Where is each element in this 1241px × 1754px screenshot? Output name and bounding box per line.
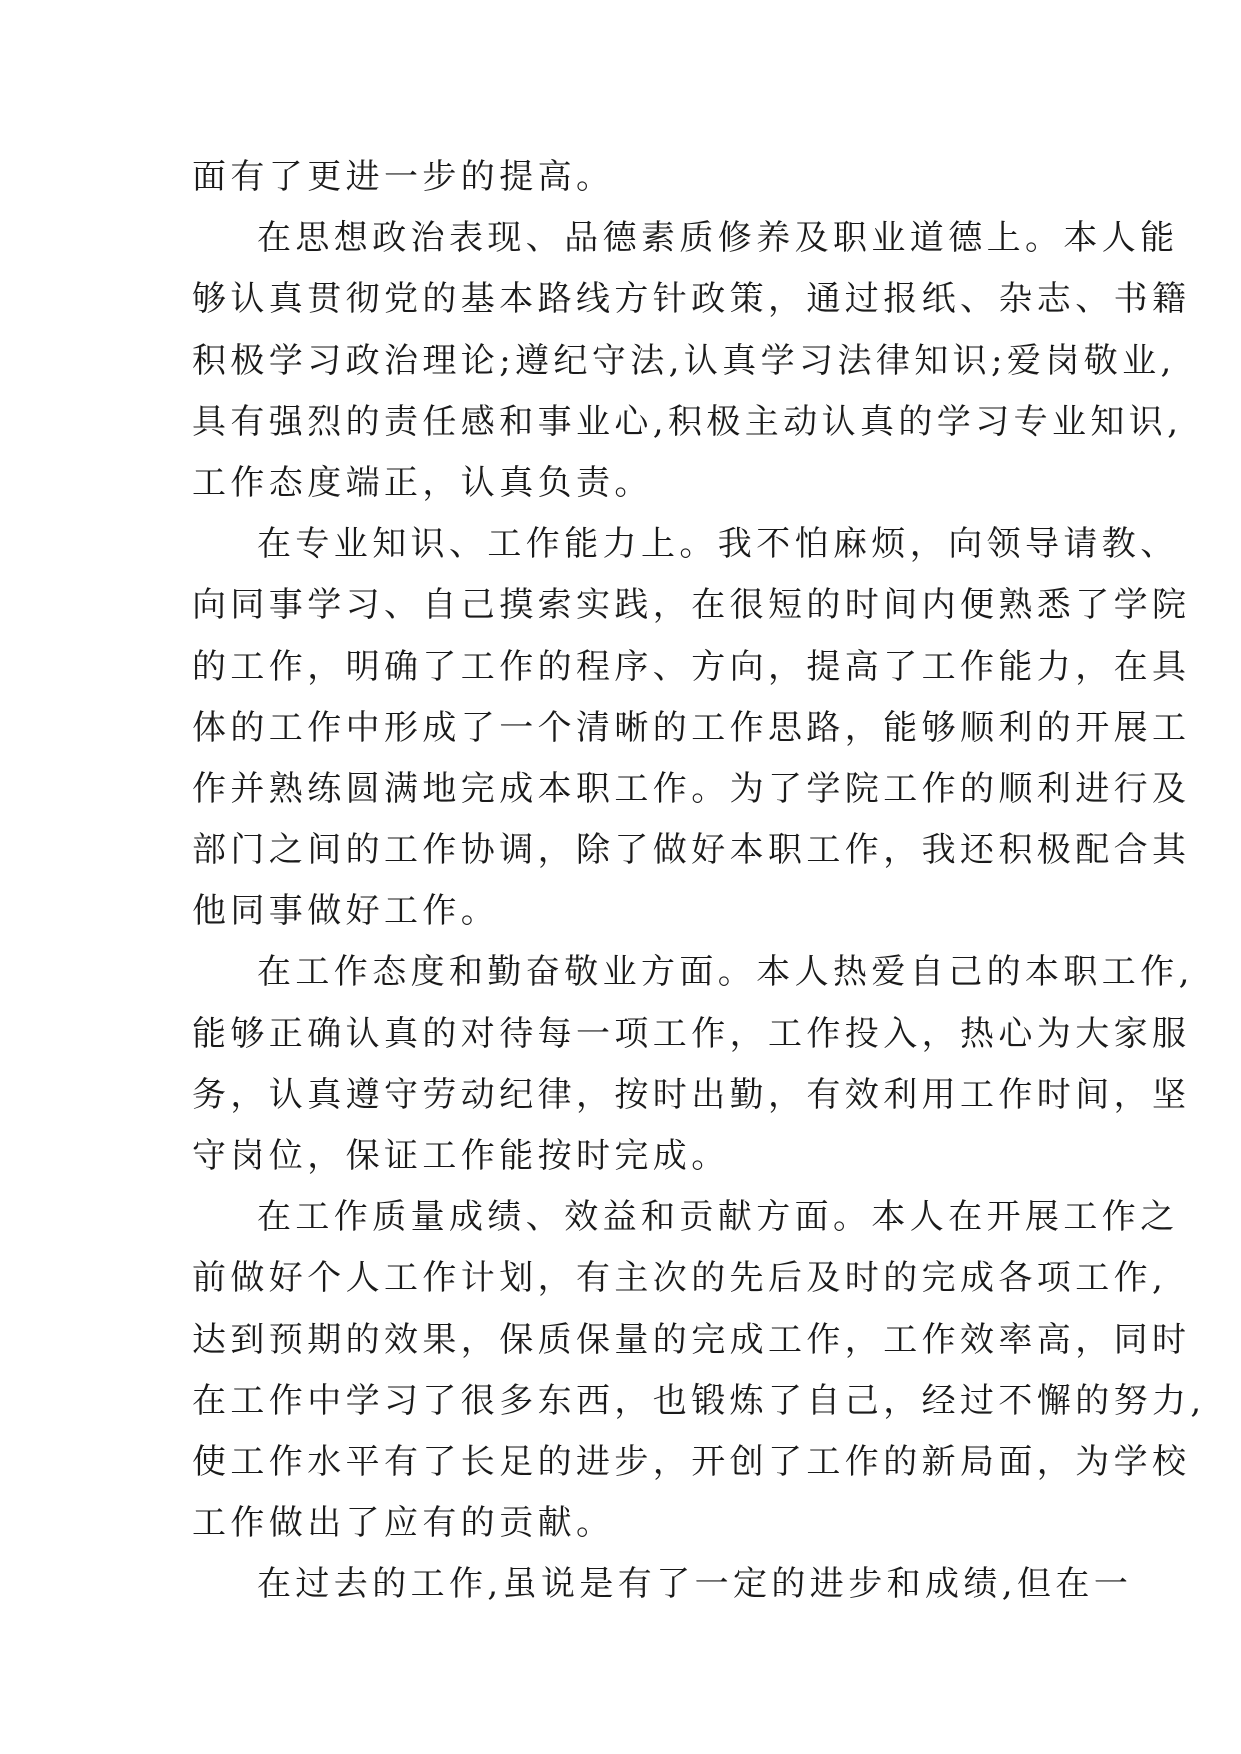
text-line-3: 够认真贯彻党的基本路线方针政策，通过报纸、杂志、书籍 — [192, 279, 1191, 320]
text-line-15: 能够正确认真的对待每一项工作，工作投入，热心为大家服 — [192, 1013, 1191, 1054]
text-line-11: 作并熟练圆满地完成本职工作。为了学院工作的顺利进行及 — [192, 768, 1191, 809]
text-line-20: 达到预期的效果，保质保量的完成工作，工作效率高，同时 — [192, 1319, 1191, 1360]
text-line-6: 工作态度端正，认真负责。 — [192, 462, 653, 503]
text-line-10: 体的工作中形成了一个清晰的工作思路，能够顺利的开展工 — [192, 707, 1191, 748]
text-line-7: 在专业知识、工作能力上。我不怕麻烦，向领导请教、 — [257, 524, 1179, 565]
text-line-23: 工作做出了应有的贡献。 — [192, 1503, 615, 1544]
text-line-16: 务，认真遵守劳动纪律，按时出勤，有效利用工作时间，坚 — [192, 1074, 1191, 1115]
text-line-4: 积极学习政治理论;遵纪守法,认真学习法律知识;爱岗敬业, — [192, 340, 1176, 381]
text-line-21: 在工作中学习了很多东西，也锻炼了自己，经过不懈的努力, — [192, 1380, 1206, 1421]
text-line-9: 的工作，明确了工作的程序、方向，提高了工作能力，在具 — [192, 646, 1191, 687]
text-line-13: 他同事做好工作。 — [192, 891, 500, 932]
text-line-2: 在思想政治表现、品德素质修养及职业道德上。本人能 — [257, 218, 1179, 259]
text-line-8: 向同事学习、自己摸索实践，在很短的时间内便熟悉了学院 — [192, 585, 1191, 626]
body-text — [192, 147, 1206, 1616]
text-line-5: 具有强烈的责任感和事业心,积极主动认真的学习专业知识, — [192, 401, 1183, 442]
text-line-1: 面有了更进一步的提高。 — [192, 157, 615, 197]
text-line-17: 守岗位，保证工作能按时完成。 — [192, 1136, 730, 1176]
text-line-24: 在过去的工作,虽说是有了一定的进步和成绩,但在一 — [257, 1564, 1133, 1605]
text-line-22: 使工作水平有了长足的进步，开创了工作的新局面，为学校 — [192, 1441, 1191, 1482]
text-line-19: 前做好个人工作计划，有主次的先后及时的完成各项工作, — [192, 1258, 1168, 1299]
text-line-12: 部门之间的工作协调，除了做好本职工作，我还积极配合其 — [192, 830, 1191, 871]
text-line-14: 在工作态度和勤奋敬业方面。本人热爱自己的本职工作, — [257, 952, 1194, 993]
text-line-18: 在工作质量成绩、效益和贡献方面。本人在开展工作之 — [257, 1197, 1179, 1238]
